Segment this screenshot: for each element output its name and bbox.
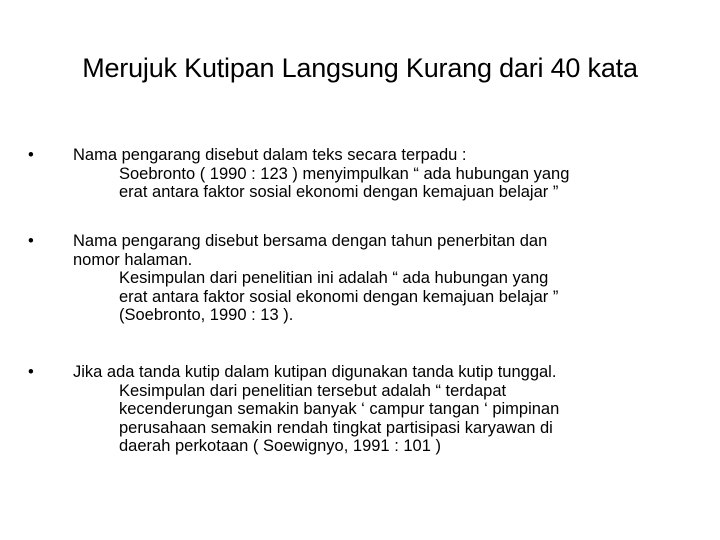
bullet-item-2 xyxy=(28,232,688,325)
bullet-text-line: daerah perkotaan ( Soewignyo, 1991 : 101 ) xyxy=(119,437,441,455)
bullet-text-line: (Soebronto, 1990 : 13 ). xyxy=(119,306,294,324)
bullet-text-line: Soebronto ( 1990 : 123 ) menyimpulkan “ ada hubungan yang xyxy=(119,164,570,183)
bullet-text-line: erat antara faktor sosial ekonomi dengan kemajuan belajar ” xyxy=(119,183,559,201)
bullet-text-line: Nama pengarang disebut bersama dengan tahun penerbitan dan xyxy=(73,232,548,250)
bullet-text-line: nomor halaman. xyxy=(73,250,193,269)
bullet-text-line: kecenderungan semakin banyak ‘ campur tangan ‘ pimpinan xyxy=(119,400,560,418)
bullet-item-1 xyxy=(28,146,688,202)
bullet-item-3 xyxy=(28,363,688,456)
bullet-dot: • xyxy=(28,146,34,164)
bullet-text-line: Kesimpulan dari penelitian ini adalah “ ada hubungan yang xyxy=(119,269,549,287)
bullet-text-line: Nama pengarang disebut dalam teks secara terpadu : xyxy=(73,146,467,164)
bullet-dot: • xyxy=(28,363,34,381)
bullet-text-line: perusahaan semakin rendah tingkat partisipasi karyawan di xyxy=(119,418,553,437)
bullet-text-line: Jika ada tanda kutip dalam kutipan digunakan tanda kutip tunggal. xyxy=(73,363,557,381)
bullet-text-line: erat antara faktor sosial ekonomi dengan kemajuan belajar ” xyxy=(119,287,559,306)
bullet-dot: • xyxy=(28,232,34,250)
bullet-text-line: Kesimpulan dari penelitian tersebut adalah “ terdapat xyxy=(119,381,507,400)
slide-title: Merujuk Kutipan Langsung Kurang dari 40 kata xyxy=(82,53,638,83)
